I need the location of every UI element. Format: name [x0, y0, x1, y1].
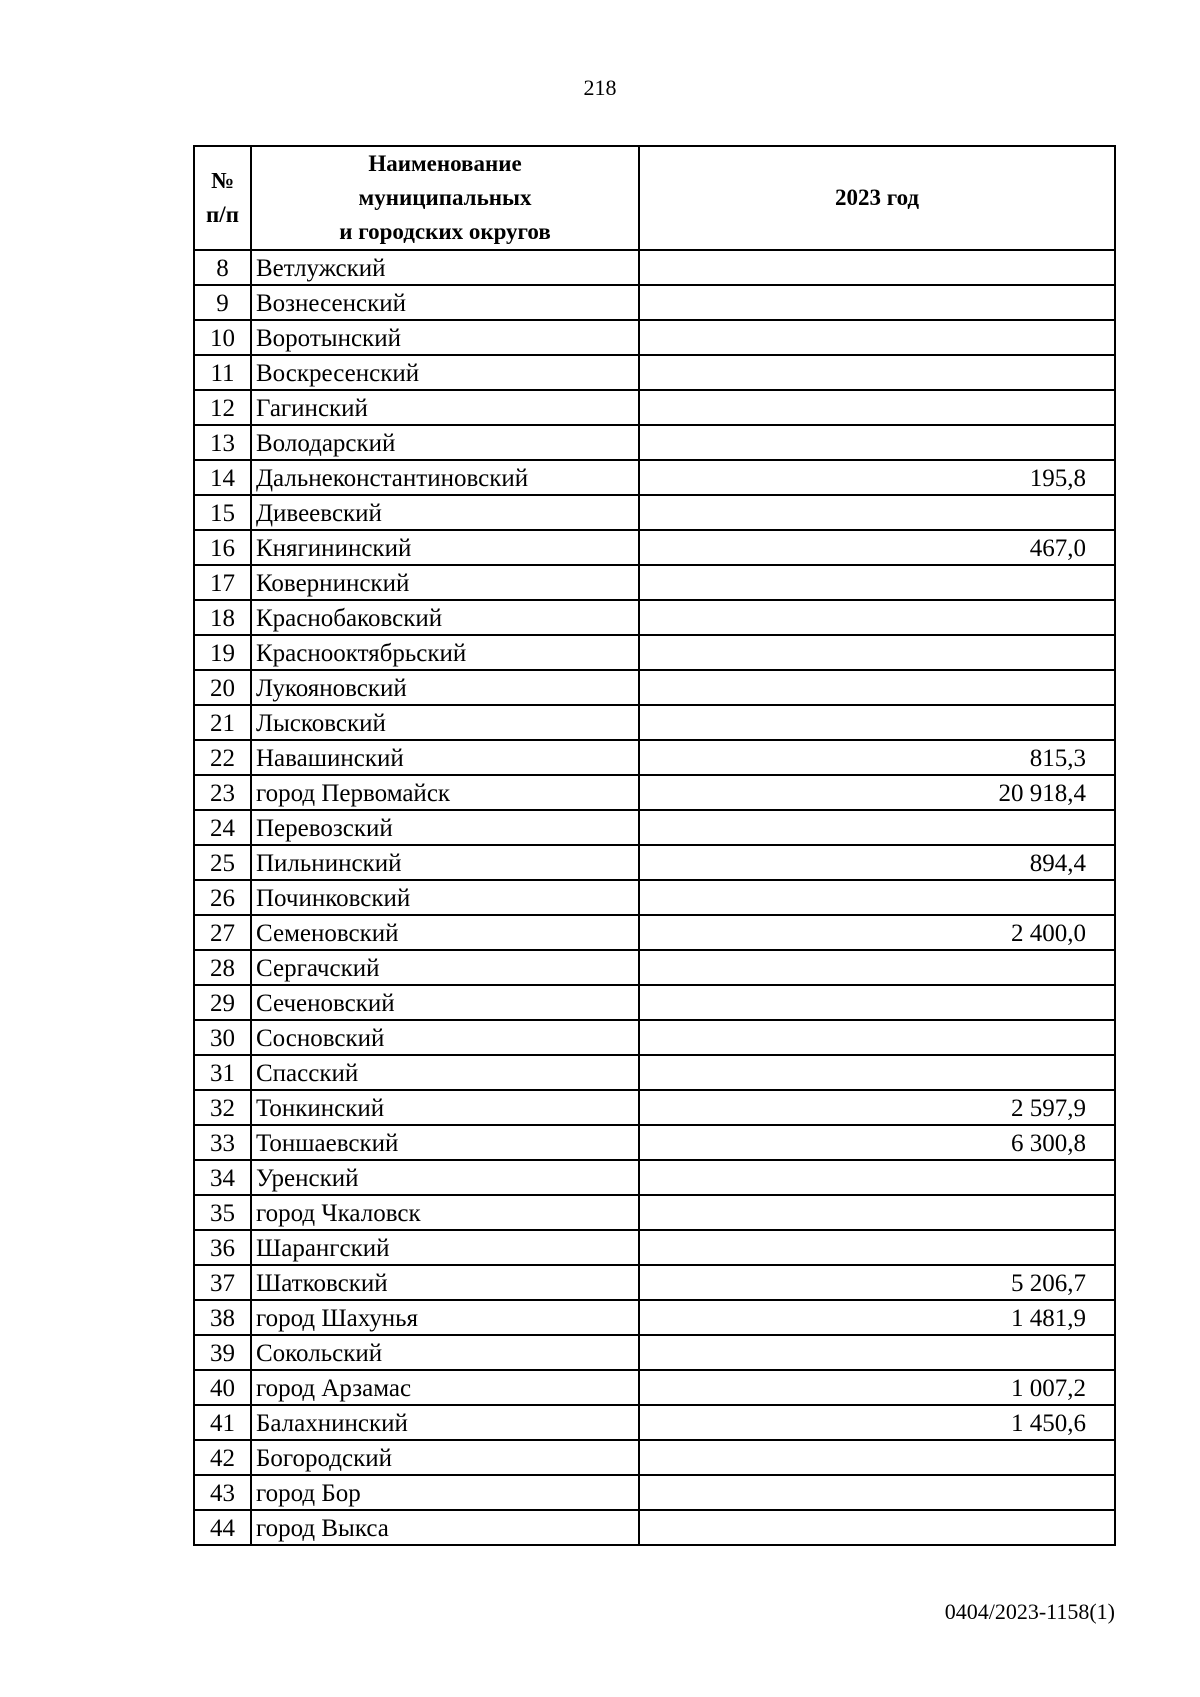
row-name-cell: Сергачский	[251, 950, 639, 985]
row-name-cell: Ветлужский	[251, 250, 639, 285]
row-name-cell: Вознесенский	[251, 285, 639, 320]
table-row	[194, 1405, 1115, 1440]
row-name-cell: город Выкса	[251, 1510, 639, 1545]
row-name-cell: Пильнинский	[251, 845, 639, 880]
row-value-cell: 1 007,2	[639, 1370, 1115, 1405]
row-name-cell: Тонкинский	[251, 1090, 639, 1125]
table-row	[194, 1055, 1115, 1090]
table-row	[194, 1125, 1115, 1160]
table-row	[194, 1160, 1115, 1195]
row-number-cell: 20	[194, 670, 251, 705]
row-name-cell: Балахнинский	[251, 1405, 639, 1440]
row-name-cell: Шатковский	[251, 1265, 639, 1300]
row-value-cell: 1 481,9	[639, 1300, 1115, 1335]
row-number-cell: 25	[194, 845, 251, 880]
row-value-cell	[639, 355, 1115, 390]
header-num	[194, 146, 251, 250]
row-value-cell: 6 300,8	[639, 1125, 1115, 1160]
table-row	[194, 1370, 1115, 1405]
row-number-cell: 27	[194, 915, 251, 950]
table-row	[194, 1265, 1115, 1300]
row-name-cell: Гагинский	[251, 390, 639, 425]
row-number-cell: 39	[194, 1335, 251, 1370]
row-name-cell: Воскресенский	[251, 355, 639, 390]
row-value-cell	[639, 1055, 1115, 1090]
row-value-cell	[639, 1195, 1115, 1230]
row-number-cell: 10	[194, 320, 251, 355]
row-number-cell: 28	[194, 950, 251, 985]
row-number-cell: 31	[194, 1055, 251, 1090]
row-value-cell	[639, 285, 1115, 320]
row-number-cell: 29	[194, 985, 251, 1020]
table-row	[194, 1090, 1115, 1125]
row-value-cell: 2 597,9	[639, 1090, 1115, 1125]
row-value-cell	[639, 495, 1115, 530]
row-number-cell: 33	[194, 1125, 251, 1160]
header-year: 2023 год	[639, 146, 1115, 250]
row-value-cell	[639, 1230, 1115, 1265]
table-row	[194, 740, 1115, 775]
row-value-cell	[639, 565, 1115, 600]
row-value-cell: 894,4	[639, 845, 1115, 880]
row-name-cell: город Арзамас	[251, 1370, 639, 1405]
table-row	[194, 880, 1115, 915]
row-number-cell: 26	[194, 880, 251, 915]
table-row	[194, 460, 1115, 495]
row-number-cell: 14	[194, 460, 251, 495]
row-number-cell: 35	[194, 1195, 251, 1230]
row-number-cell: 22	[194, 740, 251, 775]
table-row	[194, 1510, 1115, 1545]
row-value-cell	[639, 1475, 1115, 1510]
row-name-cell: город Первомайск	[251, 775, 639, 810]
document-code: 0404/2023-1158(1)	[944, 1599, 1115, 1624]
row-value-cell	[639, 1440, 1115, 1475]
table-row	[194, 635, 1115, 670]
table-row	[194, 390, 1115, 425]
row-name-cell: город Бор	[251, 1475, 639, 1510]
row-number-cell: 24	[194, 810, 251, 845]
row-name-cell: Спасский	[251, 1055, 639, 1090]
table-row	[194, 1230, 1115, 1265]
table-row	[194, 250, 1115, 285]
row-name-cell: Навашинский	[251, 740, 639, 775]
table-row	[194, 600, 1115, 635]
row-name-cell: Княгининский	[251, 530, 639, 565]
row-number-cell: 18	[194, 600, 251, 635]
row-value-cell: 2 400,0	[639, 915, 1115, 950]
table-row	[194, 845, 1115, 880]
row-number-cell: 44	[194, 1510, 251, 1545]
table-header-row	[194, 146, 1115, 250]
table-row	[194, 915, 1115, 950]
row-name-cell: Дальнеконстантиновский	[251, 460, 639, 495]
row-value-cell	[639, 950, 1115, 985]
table-row	[194, 530, 1115, 565]
row-value-cell	[639, 1160, 1115, 1195]
row-name-cell: Починковский	[251, 880, 639, 915]
row-number-cell: 36	[194, 1230, 251, 1265]
header-name-line1: Наименование	[368, 151, 522, 176]
row-number-cell: 34	[194, 1160, 251, 1195]
row-value-cell	[639, 390, 1115, 425]
row-number-cell: 42	[194, 1440, 251, 1475]
row-name-cell: Краснооктябрьский	[251, 635, 639, 670]
row-number-cell: 11	[194, 355, 251, 390]
table-row	[194, 775, 1115, 810]
row-value-cell	[639, 635, 1115, 670]
row-number-cell: 32	[194, 1090, 251, 1125]
table-row	[194, 1300, 1115, 1335]
row-value-cell	[639, 600, 1115, 635]
table-row	[194, 670, 1115, 705]
table-row	[194, 1475, 1115, 1510]
row-value-cell: 5 206,7	[639, 1265, 1115, 1300]
row-number-cell: 12	[194, 390, 251, 425]
row-name-cell: Сеченовский	[251, 985, 639, 1020]
row-name-cell: Шарангский	[251, 1230, 639, 1265]
table-row	[194, 705, 1115, 740]
row-value-cell: 1 450,6	[639, 1405, 1115, 1440]
header-name	[251, 146, 639, 250]
table-row	[194, 1335, 1115, 1370]
row-value-cell	[639, 705, 1115, 740]
table-row	[194, 810, 1115, 845]
row-name-cell: Семеновский	[251, 915, 639, 950]
page-number: 218	[583, 75, 617, 100]
row-name-cell: Лысковский	[251, 705, 639, 740]
row-value-cell	[639, 1020, 1115, 1055]
row-value-cell: 20 918,4	[639, 775, 1115, 810]
row-value-cell	[639, 880, 1115, 915]
row-value-cell: 815,3	[639, 740, 1115, 775]
row-name-cell: Лукояновский	[251, 670, 639, 705]
row-name-cell: город Чкаловск	[251, 1195, 639, 1230]
row-number-cell: 38	[194, 1300, 251, 1335]
table-row	[194, 985, 1115, 1020]
row-name-cell: Перевозский	[251, 810, 639, 845]
header-num-line1: №	[210, 168, 235, 193]
table-row	[194, 320, 1115, 355]
row-value-cell	[639, 810, 1115, 845]
table-row	[194, 1440, 1115, 1475]
table-row	[194, 1195, 1115, 1230]
row-number-cell: 9	[194, 285, 251, 320]
row-value-cell	[639, 1510, 1115, 1545]
row-value-cell	[639, 320, 1115, 355]
row-number-cell: 40	[194, 1370, 251, 1405]
row-number-cell: 8	[194, 250, 251, 285]
table-row	[194, 355, 1115, 390]
row-name-cell: Сосновский	[251, 1020, 639, 1055]
row-name-cell: Дивеевский	[251, 495, 639, 530]
row-number-cell: 15	[194, 495, 251, 530]
row-name-cell: Сокольский	[251, 1335, 639, 1370]
row-name-cell: Ковернинский	[251, 565, 639, 600]
row-name-cell: Богородский	[251, 1440, 639, 1475]
row-number-cell: 41	[194, 1405, 251, 1440]
row-number-cell: 16	[194, 530, 251, 565]
table-row	[194, 425, 1115, 460]
row-number-cell: 13	[194, 425, 251, 460]
row-name-cell: Краснобаковский	[251, 600, 639, 635]
row-name-cell: Воротынский	[251, 320, 639, 355]
row-number-cell: 23	[194, 775, 251, 810]
table-row	[194, 950, 1115, 985]
header-num-line2: п/п	[206, 202, 239, 227]
row-number-cell: 37	[194, 1265, 251, 1300]
table-row	[194, 565, 1115, 600]
row-value-cell	[639, 250, 1115, 285]
row-number-cell: 43	[194, 1475, 251, 1510]
row-value-cell	[639, 425, 1115, 460]
row-number-cell: 21	[194, 705, 251, 740]
row-number-cell: 17	[194, 565, 251, 600]
row-value-cell	[639, 985, 1115, 1020]
row-name-cell: Тоншаевский	[251, 1125, 639, 1160]
header-name-line2: муниципальных	[358, 185, 532, 210]
table-row	[194, 1020, 1115, 1055]
row-name-cell: Володарский	[251, 425, 639, 460]
row-name-cell: город Шахунья	[251, 1300, 639, 1335]
row-number-cell: 30	[194, 1020, 251, 1055]
table-row	[194, 495, 1115, 530]
row-value-cell	[639, 1335, 1115, 1370]
table-row	[194, 285, 1115, 320]
row-name-cell: Уренский	[251, 1160, 639, 1195]
table-body	[194, 250, 1115, 1545]
municipal-table	[193, 145, 1116, 1546]
row-value-cell: 195,8	[639, 460, 1115, 495]
row-value-cell	[639, 670, 1115, 705]
row-value-cell: 467,0	[639, 530, 1115, 565]
row-number-cell: 19	[194, 635, 251, 670]
header-name-line3: и городских округов	[339, 219, 551, 244]
